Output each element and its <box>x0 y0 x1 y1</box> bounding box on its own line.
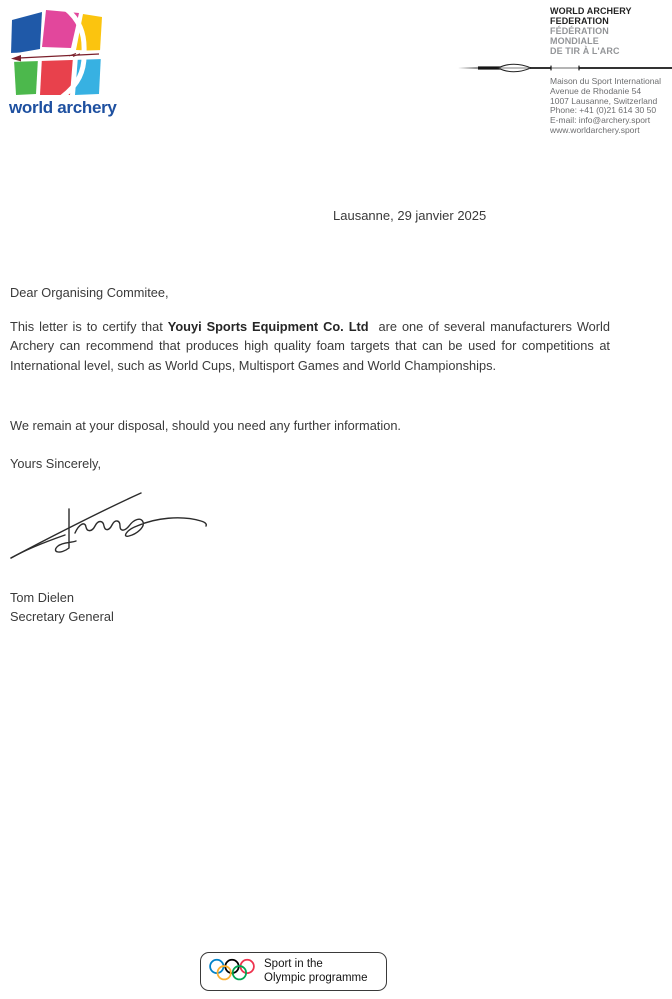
body-paragraph <box>10 317 610 375</box>
dateline: Lausanne, 29 janvier 2025 <box>333 208 487 223</box>
olympic-programme-badge <box>200 952 387 991</box>
valediction: Yours Sincerely, <box>10 456 102 471</box>
world-archery-wordmark: world archery <box>9 98 117 117</box>
org-name-fr-line2: MONDIALE <box>550 36 599 46</box>
olympic-label-line2: Olympic programme <box>264 971 368 984</box>
address-line: Avenue de Rhodanie 54 <box>550 85 642 96</box>
arrow-illustration-icon <box>455 60 672 76</box>
letterhead-address <box>550 77 672 136</box>
olympic-rings-icon <box>209 957 255 987</box>
org-name-en-line1: WORLD ARCHERY <box>550 6 632 16</box>
org-name-en-line2: FEDERATION <box>550 16 609 26</box>
address-line: 1007 Lausanne, Switzerland <box>550 95 658 106</box>
address-line-email: E-mail: info@archery.sport <box>550 115 651 126</box>
org-name-fr-line3: DE TIR À L'ARC <box>550 46 620 56</box>
body-text-after: are one of several manufacturers World Archery can recommend that produces high quality foam targets that can be used for competitions at International level, such as World Cups, Multisport Games and World Championships. <box>10 319 611 373</box>
address-line-website: www.worldarchery.sport <box>550 124 640 135</box>
company-name: Youyi Sports Equipment Co. Ltd <box>167 319 369 334</box>
signature <box>3 486 215 572</box>
signer-name: Tom Dielen <box>10 590 75 605</box>
org-name-fr-line1: FÉDÉRATION <box>550 26 609 36</box>
address-line: Maison du Sport International <box>550 76 662 86</box>
world-archery-logo-icon <box>9 7 103 97</box>
address-line-phone: Phone: +41 (0)21 614 30 50 <box>550 105 657 116</box>
signature-block <box>10 588 114 627</box>
closing-paragraph: We remain at your disposal, should you need any further information. <box>10 418 401 433</box>
salutation: Dear Organising Commitee, <box>10 285 169 300</box>
olympic-programme-label <box>264 958 368 985</box>
olympic-label-line1: Sport in the <box>264 958 323 970</box>
body-text-before: This letter is to certify that <box>10 319 168 334</box>
letterhead-org-names <box>550 6 672 56</box>
signer-title: Secretary General <box>10 609 114 625</box>
